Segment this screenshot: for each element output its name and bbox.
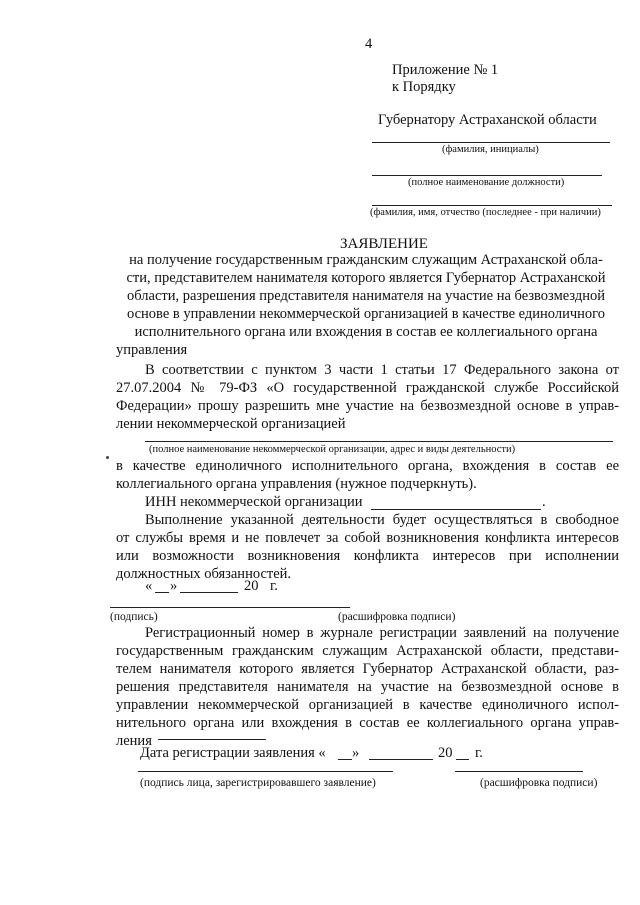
page-number: 4 xyxy=(365,36,373,52)
body-p2-line-1: в качестве единоличного исполнительного органа, вхождения в состав ее xyxy=(116,458,619,474)
addressee: Губернатору Астраханской области xyxy=(378,112,597,128)
body-p3-line-2: от службы время и не повлечет за собой возникновения конфликта интересов xyxy=(116,530,619,546)
fio-line xyxy=(372,205,612,206)
title-line-6: управления xyxy=(116,342,188,358)
surname-caption: (фамилия, инициалы) xyxy=(442,144,539,155)
inn-label: ИНН некоммерческой организации xyxy=(145,494,363,510)
date-suffix: г. xyxy=(270,578,278,594)
organization-line xyxy=(145,441,613,442)
body-p1-line-3: Федерации» прошу разрешить мне участие на безвозмездной основе в управ- xyxy=(116,398,619,414)
title-line-5: исполнительного органа или вхождения в состав ее коллегиального органа xyxy=(134,324,598,340)
title-line-2: сти, представителем нанимателя которого является Губернатор Астраханской xyxy=(126,270,606,286)
title-line-1: на получение государственным гражданским служащим Астраханской обла- xyxy=(129,252,603,268)
registration-line-6: нительного органа или вхождения в состав ее коллегиального органа управ- xyxy=(116,715,619,731)
body-p3-line-1: Выполнение указанной деятельности будет осуществляться в свободное xyxy=(145,512,619,528)
title-line-3: области, разрешения представителя нанимателя на участие на безвозмездной xyxy=(127,288,605,304)
date-day-line xyxy=(155,592,169,593)
body-p3-line-4: должностных обязанностей. xyxy=(116,566,292,582)
body-p2-line-2: коллегиального органа управления (нужное подчеркнуть). xyxy=(116,476,477,492)
registration-line-5: управлении некоммерческой организацией в качестве единоличного испол- xyxy=(116,697,619,713)
registration-day-line xyxy=(338,759,352,760)
signature-line xyxy=(110,607,350,608)
fio-caption: (фамилия, имя, отчество (последнее - при наличии) xyxy=(370,207,601,218)
body-p1-line-4: лении некоммерческой организацией xyxy=(116,416,346,432)
registration-line-7: ления xyxy=(116,733,152,749)
organization-caption: (полное наименование некоммерческой организации, адрес и виды деятельности) xyxy=(149,444,516,455)
body-p1-line-2: 27.07.2004 № 79-ФЗ «О государственной гражданской службе Российской xyxy=(116,380,619,396)
date-open-quote: « xyxy=(145,578,153,594)
registrar-signature-caption: (подпись лица, зарегистрировавшего заявление) xyxy=(140,777,376,789)
registration-date-close: » xyxy=(352,745,360,761)
registrar-decoding-caption: (расшифровка подписи) xyxy=(480,777,598,789)
registrar-signature-line xyxy=(138,771,393,772)
decoding-caption: (расшифровка подписи) xyxy=(338,611,456,623)
registration-line-4: решения представителя нанимателя на участие на безвозмездной основе в xyxy=(116,679,619,695)
position-caption: (полное наименование должности) xyxy=(408,177,565,188)
title-line-4: основе в управлении некоммерческой организацией в качестве единоличного xyxy=(127,306,605,322)
registrar-decoding-line xyxy=(455,771,583,772)
date-year: 20 xyxy=(244,578,259,594)
appendix-line-2: к Порядку xyxy=(392,79,456,95)
date-month-line xyxy=(180,592,238,593)
registration-line-1: Регистрационный номер в журнале регистрации заявлений на получение xyxy=(145,625,619,641)
registration-date-label: Дата регистрации заявления « xyxy=(140,745,326,761)
registration-year-line xyxy=(456,759,469,760)
registration-date-year: 20 xyxy=(438,745,453,761)
inn-end: . xyxy=(542,494,546,510)
signature-caption: (подпись) xyxy=(110,611,158,623)
margin-dot xyxy=(106,456,109,459)
surname-line xyxy=(372,142,610,143)
registration-line-2: государственным гражданским служащим Астраханской области, представи- xyxy=(116,643,619,659)
document-title: ЗАЯВЛЕНИЕ xyxy=(340,236,428,252)
position-line xyxy=(372,175,602,176)
body-p1-line-1: В соответствии с пунктом 3 части 1 статьи 17 Федерального закона от xyxy=(145,362,619,378)
date-close-quote: » xyxy=(170,578,178,594)
registration-month-line xyxy=(369,759,433,760)
registration-date-suffix: г. xyxy=(475,745,483,761)
inn-line xyxy=(371,509,541,510)
appendix-line-1: Приложение № 1 xyxy=(392,62,499,78)
registration-line-3: телем нанимателя которого является Губернатор Астраханской области, раз- xyxy=(116,661,619,677)
body-p3-line-3: или возможности возникновения конфликта интересов при исполнении xyxy=(116,548,619,564)
registration-number-line xyxy=(158,739,266,740)
